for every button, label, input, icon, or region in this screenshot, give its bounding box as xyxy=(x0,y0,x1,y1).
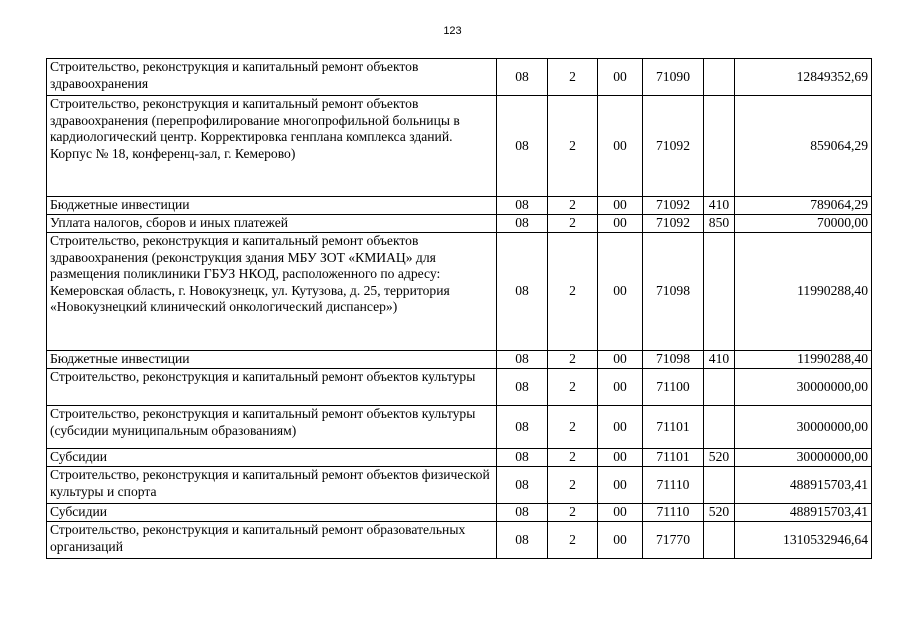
subprogram-code-cell: 00 xyxy=(598,467,643,504)
amount-cell: 1310532946,64 xyxy=(735,522,872,559)
direction-code-cell: 71110 xyxy=(643,504,704,522)
program-code-cell: 2 xyxy=(548,197,598,215)
section-code-cell: 08 xyxy=(497,197,548,215)
program-code-cell: 2 xyxy=(548,215,598,233)
amount-cell: 30000000,00 xyxy=(735,449,872,467)
page-number: 123 xyxy=(443,25,462,37)
table-row xyxy=(47,351,872,369)
section-code-cell: 08 xyxy=(497,467,548,504)
table-row xyxy=(47,522,872,559)
subprogram-code-cell: 00 xyxy=(598,449,643,467)
table-row xyxy=(47,197,872,215)
subprogram-code-cell: 00 xyxy=(598,351,643,369)
direction-code-cell: 71101 xyxy=(643,406,704,449)
row-name-cell: Субсидии xyxy=(47,504,497,522)
direction-code-cell: 71090 xyxy=(643,59,704,96)
row-name-cell: Строительство, реконструкция и капитальный ремонт объектов культуры xyxy=(47,369,497,406)
section-code-cell: 08 xyxy=(497,351,548,369)
row-name-cell: Строительство, реконструкция и капитальный ремонт объектов здравоохранения (реконструкция здания МБУ ЗОТ «КМИАЦ» для размещения поликлиники ГБУЗ НКОД, расположенного по адресу: Кемеровская область, г. Новокузнецк, ул. Кутузова, д. 25, территория «Новокузнецкий клинический онкологический диспансер») xyxy=(47,233,497,351)
row-name-cell: Строительство, реконструкция и капитальный ремонт объектов физической культуры и спорта xyxy=(47,467,497,504)
table-row xyxy=(47,467,872,504)
row-name-cell: Бюджетные инвестиции xyxy=(47,351,497,369)
amount-cell: 488915703,41 xyxy=(735,467,872,504)
program-code-cell: 2 xyxy=(548,96,598,197)
section-code-cell: 08 xyxy=(497,522,548,559)
table-row xyxy=(47,504,872,522)
section-code-cell: 08 xyxy=(497,369,548,406)
row-name-cell: Строительство, реконструкция и капитальный ремонт объектов здравоохранения (перепрофилирование многопрофильной больницы в кардиологический центр. Корректировка генплана комплекса зданий. Корпус № 18, конференц-зал, г. Кемерово) xyxy=(47,96,497,197)
direction-code-cell: 71098 xyxy=(643,351,704,369)
table-row xyxy=(47,215,872,233)
program-code-cell: 2 xyxy=(548,406,598,449)
section-code-cell: 08 xyxy=(497,96,548,197)
subprogram-code-cell: 00 xyxy=(598,406,643,449)
direction-code-cell: 71100 xyxy=(643,369,704,406)
program-code-cell: 2 xyxy=(548,504,598,522)
row-name-cell: Строительство, реконструкция и капитальный ремонт объектов культуры (субсидии муниципальным образованиям) xyxy=(47,406,497,449)
expense-type-cell xyxy=(704,522,735,559)
expense-type-cell xyxy=(704,233,735,351)
program-code-cell: 2 xyxy=(548,369,598,406)
amount-cell: 11990288,40 xyxy=(735,351,872,369)
direction-code-cell: 71098 xyxy=(643,233,704,351)
amount-cell: 30000000,00 xyxy=(735,369,872,406)
program-code-cell: 2 xyxy=(548,449,598,467)
row-name-cell: Уплата налогов, сборов и иных платежей xyxy=(47,215,497,233)
program-code-cell: 2 xyxy=(548,59,598,96)
section-code-cell: 08 xyxy=(497,233,548,351)
section-code-cell: 08 xyxy=(497,449,548,467)
subprogram-code-cell: 00 xyxy=(598,233,643,351)
row-name-cell: Субсидии xyxy=(47,449,497,467)
amount-cell: 12849352,69 xyxy=(735,59,872,96)
program-code-cell: 2 xyxy=(548,233,598,351)
subprogram-code-cell: 00 xyxy=(598,369,643,406)
direction-code-cell: 71092 xyxy=(643,215,704,233)
section-code-cell: 08 xyxy=(497,59,548,96)
row-name-cell: Бюджетные инвестиции xyxy=(47,197,497,215)
expense-type-cell: 850 xyxy=(704,215,735,233)
subprogram-code-cell: 00 xyxy=(598,215,643,233)
table-row xyxy=(47,406,872,449)
section-code-cell: 08 xyxy=(497,406,548,449)
subprogram-code-cell: 00 xyxy=(598,197,643,215)
direction-code-cell: 71092 xyxy=(643,197,704,215)
direction-code-cell: 71110 xyxy=(643,467,704,504)
amount-cell: 30000000,00 xyxy=(735,406,872,449)
table-row xyxy=(47,449,872,467)
row-name-cell: Строительство, реконструкция и капитальный ремонт объектов здравоохранения xyxy=(47,59,497,96)
program-code-cell: 2 xyxy=(548,351,598,369)
amount-cell: 488915703,41 xyxy=(735,504,872,522)
amount-cell: 11990288,40 xyxy=(735,233,872,351)
expense-type-cell xyxy=(704,59,735,96)
amount-cell: 859064,29 xyxy=(735,96,872,197)
expense-type-cell: 410 xyxy=(704,351,735,369)
expense-type-cell: 520 xyxy=(704,449,735,467)
table-row xyxy=(47,233,872,351)
budget-table xyxy=(46,58,872,559)
subprogram-code-cell: 00 xyxy=(598,59,643,96)
expense-type-cell: 520 xyxy=(704,504,735,522)
section-code-cell: 08 xyxy=(497,215,548,233)
subprogram-code-cell: 00 xyxy=(598,96,643,197)
subprogram-code-cell: 00 xyxy=(598,522,643,559)
program-code-cell: 2 xyxy=(548,467,598,504)
expense-type-cell xyxy=(704,406,735,449)
program-code-cell: 2 xyxy=(548,522,598,559)
direction-code-cell: 71101 xyxy=(643,449,704,467)
direction-code-cell: 71770 xyxy=(643,522,704,559)
expense-type-cell xyxy=(704,369,735,406)
subprogram-code-cell: 00 xyxy=(598,504,643,522)
direction-code-cell: 71092 xyxy=(643,96,704,197)
amount-cell: 70000,00 xyxy=(735,215,872,233)
expense-type-cell xyxy=(704,96,735,197)
row-name-cell: Строительство, реконструкция и капитальный ремонт образовательных организаций xyxy=(47,522,497,559)
expense-type-cell: 410 xyxy=(704,197,735,215)
expense-type-cell xyxy=(704,467,735,504)
table-row xyxy=(47,59,872,96)
amount-cell: 789064,29 xyxy=(735,197,872,215)
section-code-cell: 08 xyxy=(497,504,548,522)
table-row xyxy=(47,369,872,406)
table-row xyxy=(47,96,872,197)
